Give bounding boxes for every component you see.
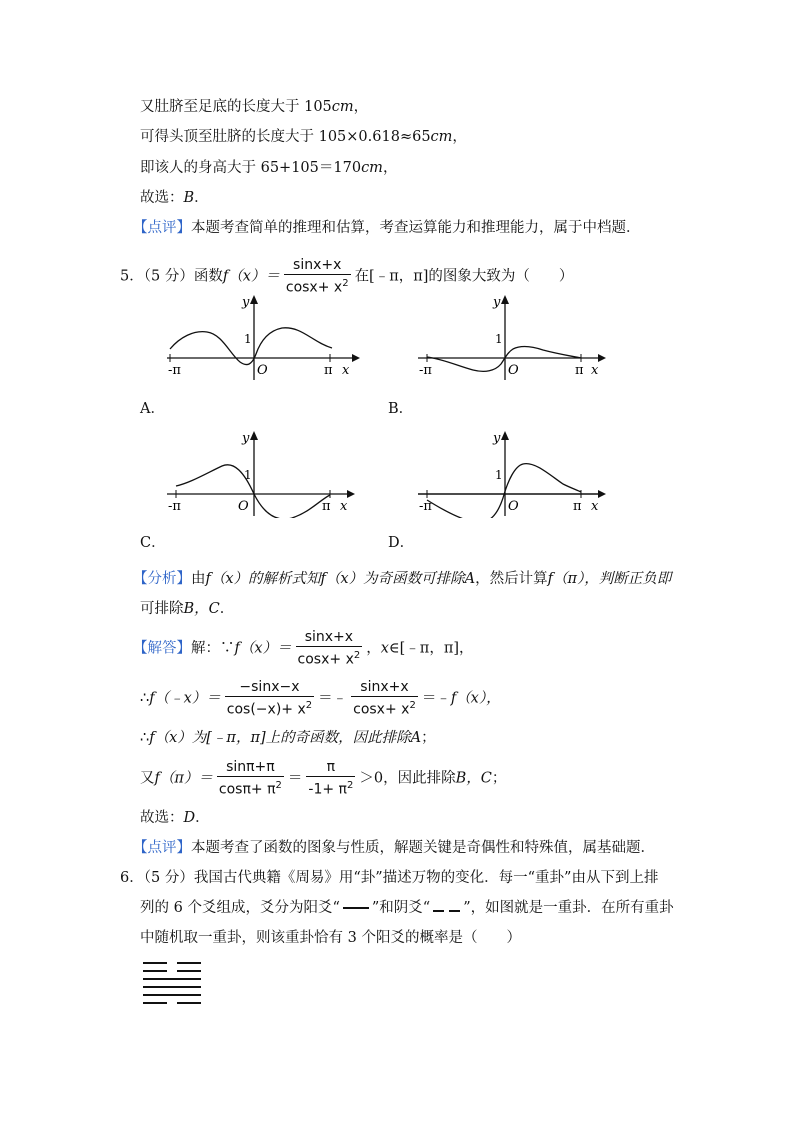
hexagram-figure [143, 962, 205, 1012]
svg-text:1: 1 [244, 332, 252, 346]
svg-text:-π: -π [168, 363, 181, 378]
svg-text:1: 1 [495, 468, 503, 482]
yin-line-symbol [433, 898, 460, 918]
svg-text:-π: -π [419, 363, 432, 378]
graph-c [162, 428, 362, 518]
question-6-line-3: 中随机取一重卦，则该重卦恰有 3 个阳爻的概率是（ ） [140, 930, 521, 946]
svg-text:y: y [242, 431, 250, 446]
svg-text:y: y [493, 431, 501, 446]
graph-a [162, 292, 362, 382]
sol4-line-2: 可得头顶至肚脐的长度大于 105×0.618≈65cm， [140, 129, 467, 145]
q5-answer-line-2: ∴f（﹣x）＝ $\frac{-\sin x-x}{\cos(-x)+ x^2}$ ＝﹣ $\frac{\sin x+x}{\cos x+ x^2}$ ＝﹣f（x）， [140, 679, 501, 718]
svg-text:O: O [508, 499, 519, 514]
svg-text:π: π [324, 363, 333, 378]
sol4-review: 【点评】本题考查简单的推理和估算，考查运算能力和推理能力，属于中档题． [133, 220, 641, 236]
option-b-label: B． [388, 401, 414, 417]
answer-tag: 【解答】 [133, 640, 191, 657]
q5-answer-line-4: 又f（π）＝ $\frac{\sin\pi+\pi}{\cos\pi+ \pi^2}$ ＝ $\frac{\pi}{-1+ \pi^2}$ ＞0，因此排除B，C； [140, 759, 507, 798]
svg-text:π: π [573, 499, 582, 514]
fraction: $\frac{\sin x+x}{\cos x+ x^2}$ [285, 257, 349, 296]
q5-analysis-line-1: 【分析】由f（x）的解析式知f（x）为奇函数可排除A，然后计算f（π），判断正负即 [133, 571, 672, 587]
fraction: $\frac{\sin\pi+\pi}{\cos\pi+ \pi^2}$ [218, 759, 282, 798]
q5-answer-line-1: 【解答】解：∵f（x）＝ $\frac{\sin x+x}{\cos x+ x^2}$ ，x∈[﹣π，π]， [133, 629, 474, 668]
fraction: $\frac{\pi}{-1+ \pi^2}$ [308, 759, 354, 798]
question-5: 5．（5 分）函数f（x）＝ $\frac{\sin x+x}{\cos x+ x^2}$ 在[﹣π，π]的图象大致为（ ） [120, 257, 574, 296]
question-6-line-2: 列的 6 个爻组成，爻分为阳爻“ ”和阴爻“ ”，如图就是一重卦．在所有重卦 [140, 900, 674, 916]
question-6-line-1: 6．（5 分）我国古代典籍《周易》用“卦”描述万物的变化．每一“重卦”由从下到上排 [120, 870, 659, 886]
svg-text:1: 1 [244, 468, 252, 482]
svg-text:O: O [257, 363, 268, 378]
svg-text:y: y [242, 295, 250, 310]
analysis-tag: 【分析】 [133, 571, 191, 587]
svg-text:O: O [508, 363, 519, 378]
svg-text:1: 1 [495, 332, 503, 346]
svg-text:-π: -π [419, 499, 432, 514]
svg-text:x: x [340, 499, 348, 514]
svg-text:π: π [322, 499, 331, 514]
svg-text:x: x [591, 499, 599, 514]
svg-text:-π: -π [168, 499, 181, 514]
graph-d [413, 428, 613, 518]
svg-text:x: x [591, 363, 599, 378]
option-c-label: C． [140, 535, 166, 551]
graph-b [413, 292, 613, 382]
sol4-line-1: 又肚脐至足底的长度大于 105cm， [140, 99, 369, 115]
svg-text:π: π [575, 363, 584, 378]
svg-text:y: y [493, 295, 501, 310]
fraction: $\frac{\sin x+x}{\cos x+ x^2}$ [297, 629, 361, 668]
svg-text:O: O [238, 499, 249, 514]
fraction: $\frac{\sin x+x}{\cos x+ x^2}$ [353, 679, 416, 718]
q5-answer-line-5: 故选：D． [140, 810, 210, 826]
q5-answer-line-3: ∴f（x）为[﹣π，π]上的奇函数，因此排除A； [140, 730, 436, 746]
option-a-label: A． [140, 401, 165, 417]
fraction: $\frac{-\sin x-x}{\cos(-x)+ x^2}$ [226, 679, 313, 718]
review-tag: 【点评】 [133, 840, 191, 856]
q5-review: 【点评】本题考查了函数的图象与性质，解题关键是奇偶性和特殊值，属基础题． [133, 840, 655, 856]
sol4-line-4: 故选：B． [140, 190, 209, 206]
q5-analysis-line-2: 可排除B，C． [140, 601, 235, 617]
yang-line-symbol [343, 907, 369, 909]
option-d-label: D． [388, 535, 415, 551]
svg-text:x: x [342, 363, 350, 378]
sol4-line-3: 即该人的身高大于 65+105＝170cm， [140, 160, 398, 176]
review-tag: 【点评】 [133, 220, 191, 236]
